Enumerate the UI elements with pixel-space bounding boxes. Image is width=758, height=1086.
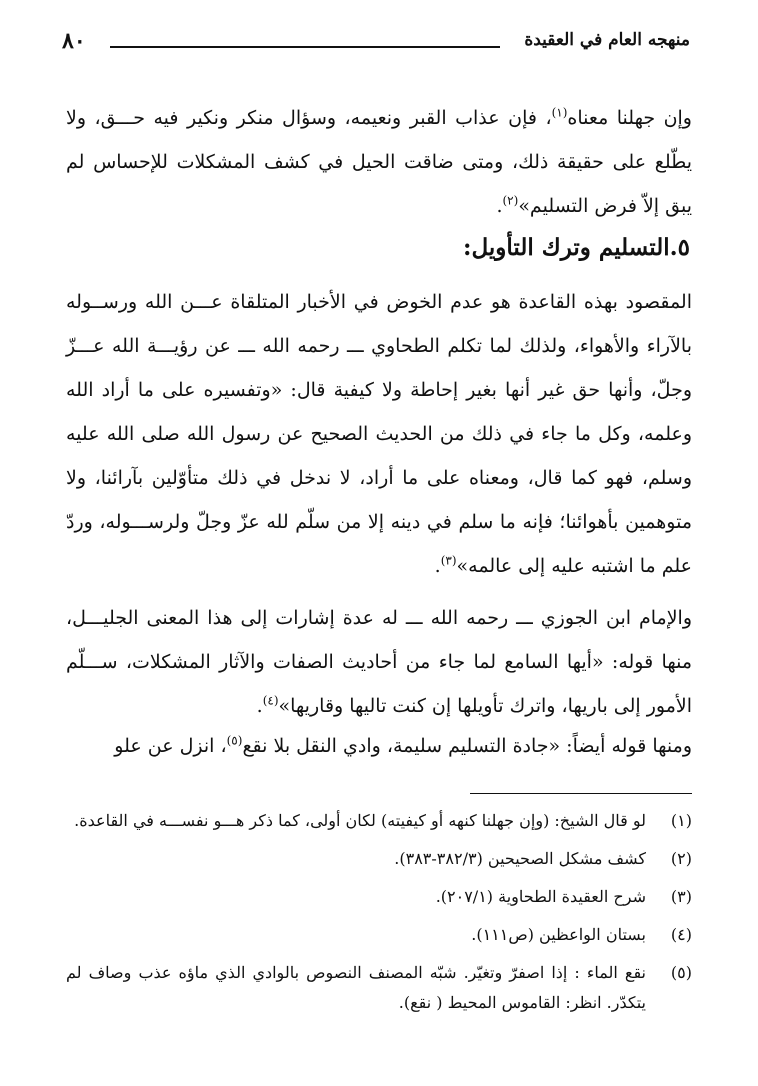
footnote-ref-4: (٤) (262, 693, 279, 708)
section-heading: ٥.التسليم وترك التأويل: (462, 234, 690, 261)
paragraph-1-text-a: وإن جهلنا معناه (567, 107, 692, 129)
footnote-number: (٥) (670, 963, 692, 982)
paragraph-2-text-b: . (434, 555, 441, 577)
page-number: ٨٠ (62, 28, 86, 54)
footnote-text: لو قال الشيخ: (وإن جهلنا كنهه أو كيفيته) لكان أولى، كما ذكر هـــو نفســـه في القاعدة. (74, 811, 646, 830)
footnote-text: كشف مشكل الصحيحين (٣٨٢/٣-٣٨٣). (394, 849, 646, 868)
footnote-item (66, 806, 692, 836)
paragraph-1-text-c: . (496, 195, 503, 217)
paragraph-3-text-a: والإمام ابن الجوزي ـــ رحمه الله ـــ له عدة إشارات إلى هذا المعنى الجليـــل، منها قوله: «أيها السامع لما جاء من أحاديث الصفات والآثار المشكلات، ســـلّم الأمور إلى باريها، واترك تأويلها إن كنت تاليها وقاريها» (66, 607, 692, 717)
paragraph-1 (66, 96, 692, 228)
footnote-item (66, 920, 692, 950)
running-header (62, 28, 690, 68)
paragraph-4-text-b: ، انزل عن علو (114, 735, 227, 757)
paragraph-2 (66, 280, 692, 588)
footnote-number: (١) (670, 811, 692, 830)
footnote-separator (470, 793, 692, 794)
footnote-ref-1: (١) (551, 105, 568, 120)
paragraph-1-text-b: ، فإن عذاب القبر ونعيمه، وسؤال منكر ونكير فيه حـــق، ولا يطّلع على حقيقة ذلك، ومتى ضاقت الحيل في كشف المشكلات للإحساس لم يبق إلاّ فرض التسليم» (66, 107, 692, 217)
paragraph-2-text-a: المقصود بهذه القاعدة هو عدم الخوض في الأخبار المتلقاة عـــن الله ورســوله بالآراء والأهواء، ولذلك لما تكلم الطحاوي ـــ رحمه الله ـــ عن رؤيـــة الله عـــزّ وجلّ، وأنها حق غير أنها بغير إحاطة ولا كيفية قال: «وتفسيره على ما أراد الله وعلمه، وكل ما جاء في ذلك من الحديث الصحيح عن رسول الله صلى الله عليه وسلم، فهو كما قال، ومعناه على ما أراد، لا ندخل في ذلك متأوّلين بآرائنا، ولا متوهمين بأهوائنا؛ فإنه ما سلم في دينه إلا من سلّم لله عزّ وجلّ ولرســـوله، وردّ علم ما اشتبه عليه إلى عالمه» (66, 291, 692, 577)
paragraph-4-text-a: ومنها قوله أيضاً: «جادة التسليم سليمة، وادي النقل بلا نقع (242, 735, 692, 757)
footnote-text: بستان الواعظين (ص١١١). (471, 925, 646, 944)
footnote-ref-3: (٣) (440, 553, 457, 568)
footnote-ref-2: (٢) (502, 193, 519, 208)
footnote-number: (٤) (670, 925, 692, 944)
footnote-number: (٣) (670, 887, 692, 906)
footnote-item (66, 958, 692, 1018)
paragraph-4 (66, 724, 692, 768)
footnote-ref-5: (٥) (226, 733, 243, 748)
footnote-item (66, 882, 692, 912)
paragraph-3 (66, 596, 692, 728)
footnote-item (66, 844, 692, 874)
running-title: منهجه العام في العقيدة (524, 30, 690, 50)
footnotes (66, 806, 692, 1026)
footnote-number: (٢) (670, 849, 692, 868)
footnote-text: شرح العقيدة الطحاوية (٢٠٧/١). (435, 887, 646, 906)
paragraph-3-text-b: . (256, 695, 263, 717)
footnote-text: نقع الماء : إذا اصفرّ وتغيّر. شبّه المصنف النصوص بالوادي الذي ماؤه عذب وصاف لم يتكدّر. انظر: القاموس المحيط ( نقع). (66, 963, 646, 1012)
header-rule (110, 46, 500, 48)
